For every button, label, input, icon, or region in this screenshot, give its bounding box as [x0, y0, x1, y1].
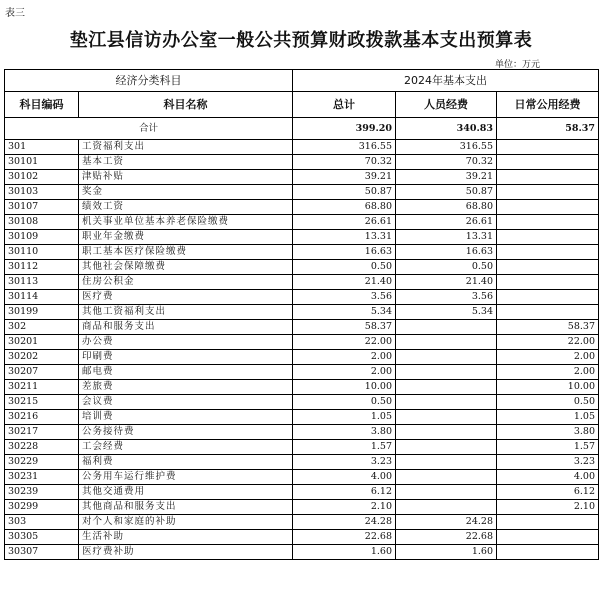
column-header-row	[5, 92, 599, 118]
table-row	[5, 290, 599, 305]
row-public: 10.00	[497, 380, 599, 395]
row-code: 301	[5, 140, 79, 155]
row-personnel	[396, 365, 497, 380]
row-public	[497, 200, 599, 215]
row-personnel	[396, 425, 497, 440]
row-code: 30239	[5, 485, 79, 500]
budget-table	[4, 69, 599, 560]
row-name: 职业年金缴费	[79, 230, 293, 245]
row-code: 30113	[5, 275, 79, 290]
row-name: 福利费	[79, 455, 293, 470]
row-public	[497, 515, 599, 530]
row-name: 工资福利支出	[79, 140, 293, 155]
table-row	[5, 140, 599, 155]
row-personnel: 13.31	[396, 230, 497, 245]
row-public	[497, 545, 599, 560]
row-name: 工会经费	[79, 440, 293, 455]
row-name: 其他商品和服务支出	[79, 500, 293, 515]
row-personnel: 21.40	[396, 275, 497, 290]
table-row	[5, 485, 599, 500]
row-public: 3.80	[497, 425, 599, 440]
row-name: 职工基本医疗保险缴费	[79, 245, 293, 260]
row-total: 58.37	[293, 320, 396, 335]
table-row	[5, 515, 599, 530]
row-public	[497, 245, 599, 260]
row-public	[497, 260, 599, 275]
row-total: 68.80	[293, 200, 396, 215]
row-total: 22.68	[293, 530, 396, 545]
row-name: 其他交通费用	[79, 485, 293, 500]
row-personnel: 70.32	[396, 155, 497, 170]
group-header-economic: 经济分类科目	[5, 70, 293, 92]
row-code: 30305	[5, 530, 79, 545]
row-total: 2.10	[293, 500, 396, 515]
row-total: 70.32	[293, 155, 396, 170]
row-total: 1.60	[293, 545, 396, 560]
row-code: 30229	[5, 455, 79, 470]
row-public: 4.00	[497, 470, 599, 485]
row-code: 30109	[5, 230, 79, 245]
row-total: 6.12	[293, 485, 396, 500]
row-personnel	[396, 350, 497, 365]
row-code: 303	[5, 515, 79, 530]
row-code: 30199	[5, 305, 79, 320]
row-public	[497, 275, 599, 290]
row-code: 30101	[5, 155, 79, 170]
row-public: 2.00	[497, 350, 599, 365]
row-personnel	[396, 395, 497, 410]
row-public	[497, 140, 599, 155]
row-personnel: 68.80	[396, 200, 497, 215]
row-name: 住房公积金	[79, 275, 293, 290]
col-header-total: 总计	[293, 92, 396, 118]
total-row	[5, 118, 599, 140]
row-name: 印刷费	[79, 350, 293, 365]
table-row	[5, 530, 599, 545]
row-total: 10.00	[293, 380, 396, 395]
row-total: 24.28	[293, 515, 396, 530]
row-total: 4.00	[293, 470, 396, 485]
row-personnel: 26.61	[396, 215, 497, 230]
row-personnel	[396, 485, 497, 500]
row-name: 商品和服务支出	[79, 320, 293, 335]
row-total: 3.56	[293, 290, 396, 305]
row-name: 邮电费	[79, 365, 293, 380]
row-personnel: 22.68	[396, 530, 497, 545]
row-public: 0.50	[497, 395, 599, 410]
row-total: 21.40	[293, 275, 396, 290]
table-row	[5, 200, 599, 215]
row-name: 对个人和家庭的补助	[79, 515, 293, 530]
row-name: 培训费	[79, 410, 293, 425]
row-code: 30112	[5, 260, 79, 275]
row-public	[497, 230, 599, 245]
table-row	[5, 320, 599, 335]
row-public: 3.23	[497, 455, 599, 470]
row-total: 1.57	[293, 440, 396, 455]
row-code: 30102	[5, 170, 79, 185]
table-number-tag: 表三	[5, 8, 25, 19]
row-code: 30114	[5, 290, 79, 305]
table-row	[5, 350, 599, 365]
row-total: 2.00	[293, 350, 396, 365]
row-public: 1.05	[497, 410, 599, 425]
page-title: 垫江县信访办公室一般公共预算财政拨款基本支出预算表	[69, 30, 533, 51]
row-personnel	[396, 455, 497, 470]
table-row	[5, 470, 599, 485]
table-row	[5, 380, 599, 395]
row-code: 30207	[5, 365, 79, 380]
table-row	[5, 275, 599, 290]
row-public	[497, 215, 599, 230]
col-header-code: 科目编码	[5, 92, 79, 118]
row-public	[497, 185, 599, 200]
row-personnel	[396, 500, 497, 515]
row-personnel: 316.55	[396, 140, 497, 155]
row-personnel	[396, 335, 497, 350]
unit-label: 单位：万元	[494, 60, 540, 70]
row-public	[497, 530, 599, 545]
table-row	[5, 410, 599, 425]
table-row	[5, 155, 599, 170]
row-personnel: 24.28	[396, 515, 497, 530]
row-personnel: 3.56	[396, 290, 497, 305]
row-code: 30217	[5, 425, 79, 440]
row-total: 0.50	[293, 260, 396, 275]
row-personnel	[396, 410, 497, 425]
table-row	[5, 335, 599, 350]
table-row	[5, 545, 599, 560]
row-code: 30202	[5, 350, 79, 365]
col-header-public: 日常公用经费	[497, 92, 599, 118]
row-personnel: 50.87	[396, 185, 497, 200]
row-code: 30211	[5, 380, 79, 395]
row-name: 医疗费补助	[79, 545, 293, 560]
group-header-row	[5, 70, 599, 92]
col-header-personnel: 人员经费	[396, 92, 497, 118]
row-personnel	[396, 440, 497, 455]
row-total: 13.31	[293, 230, 396, 245]
row-code: 30201	[5, 335, 79, 350]
row-public	[497, 155, 599, 170]
row-name: 机关事业单位基本养老保险缴费	[79, 215, 293, 230]
row-name: 会议费	[79, 395, 293, 410]
row-personnel: 5.34	[396, 305, 497, 320]
row-name: 办公费	[79, 335, 293, 350]
row-code: 30107	[5, 200, 79, 215]
group-header-basic-expenditure: 2024年基本支出	[293, 70, 599, 92]
row-code: 30231	[5, 470, 79, 485]
row-total: 22.00	[293, 335, 396, 350]
row-personnel: 0.50	[396, 260, 497, 275]
row-code: 30215	[5, 395, 79, 410]
row-personnel: 16.63	[396, 245, 497, 260]
row-code: 302	[5, 320, 79, 335]
row-code: 30299	[5, 500, 79, 515]
row-public: 22.00	[497, 335, 599, 350]
row-public: 2.00	[497, 365, 599, 380]
table-row	[5, 305, 599, 320]
col-header-name: 科目名称	[79, 92, 293, 118]
total-public: 58.37	[497, 118, 599, 140]
row-personnel	[396, 320, 497, 335]
row-name: 津贴补贴	[79, 170, 293, 185]
table-row	[5, 455, 599, 470]
total-personnel: 340.83	[396, 118, 497, 140]
row-public	[497, 290, 599, 305]
table-row	[5, 170, 599, 185]
row-name: 其他社会保障缴费	[79, 260, 293, 275]
table-row	[5, 230, 599, 245]
row-code: 30307	[5, 545, 79, 560]
row-code: 30228	[5, 440, 79, 455]
row-name: 医疗费	[79, 290, 293, 305]
row-public	[497, 170, 599, 185]
table-row	[5, 440, 599, 455]
table-row	[5, 395, 599, 410]
row-public: 58.37	[497, 320, 599, 335]
total-total: 399.20	[293, 118, 396, 140]
row-total: 3.80	[293, 425, 396, 440]
table-row	[5, 185, 599, 200]
row-code: 30103	[5, 185, 79, 200]
row-public	[497, 305, 599, 320]
table-row	[5, 365, 599, 380]
table-row	[5, 245, 599, 260]
row-total: 1.05	[293, 410, 396, 425]
total-label: 合计	[5, 118, 293, 140]
row-public: 2.10	[497, 500, 599, 515]
row-public: 6.12	[497, 485, 599, 500]
row-name: 生活补助	[79, 530, 293, 545]
row-total: 26.61	[293, 215, 396, 230]
row-total: 3.23	[293, 455, 396, 470]
row-total: 16.63	[293, 245, 396, 260]
row-code: 30110	[5, 245, 79, 260]
row-personnel: 39.21	[396, 170, 497, 185]
table-row	[5, 260, 599, 275]
row-public: 1.57	[497, 440, 599, 455]
row-total: 39.21	[293, 170, 396, 185]
table-row	[5, 500, 599, 515]
row-name: 公务接待费	[79, 425, 293, 440]
row-total: 5.34	[293, 305, 396, 320]
row-total: 0.50	[293, 395, 396, 410]
row-personnel: 1.60	[396, 545, 497, 560]
row-total: 316.55	[293, 140, 396, 155]
row-total: 2.00	[293, 365, 396, 380]
row-name: 差旅费	[79, 380, 293, 395]
row-total: 50.87	[293, 185, 396, 200]
row-name: 公务用车运行维护费	[79, 470, 293, 485]
table-row	[5, 215, 599, 230]
row-name: 奖金	[79, 185, 293, 200]
row-personnel	[396, 470, 497, 485]
table-row	[5, 425, 599, 440]
row-code: 30216	[5, 410, 79, 425]
row-name: 其他工资福利支出	[79, 305, 293, 320]
row-name: 基本工资	[79, 155, 293, 170]
row-name: 绩效工资	[79, 200, 293, 215]
row-code: 30108	[5, 215, 79, 230]
row-personnel	[396, 380, 497, 395]
